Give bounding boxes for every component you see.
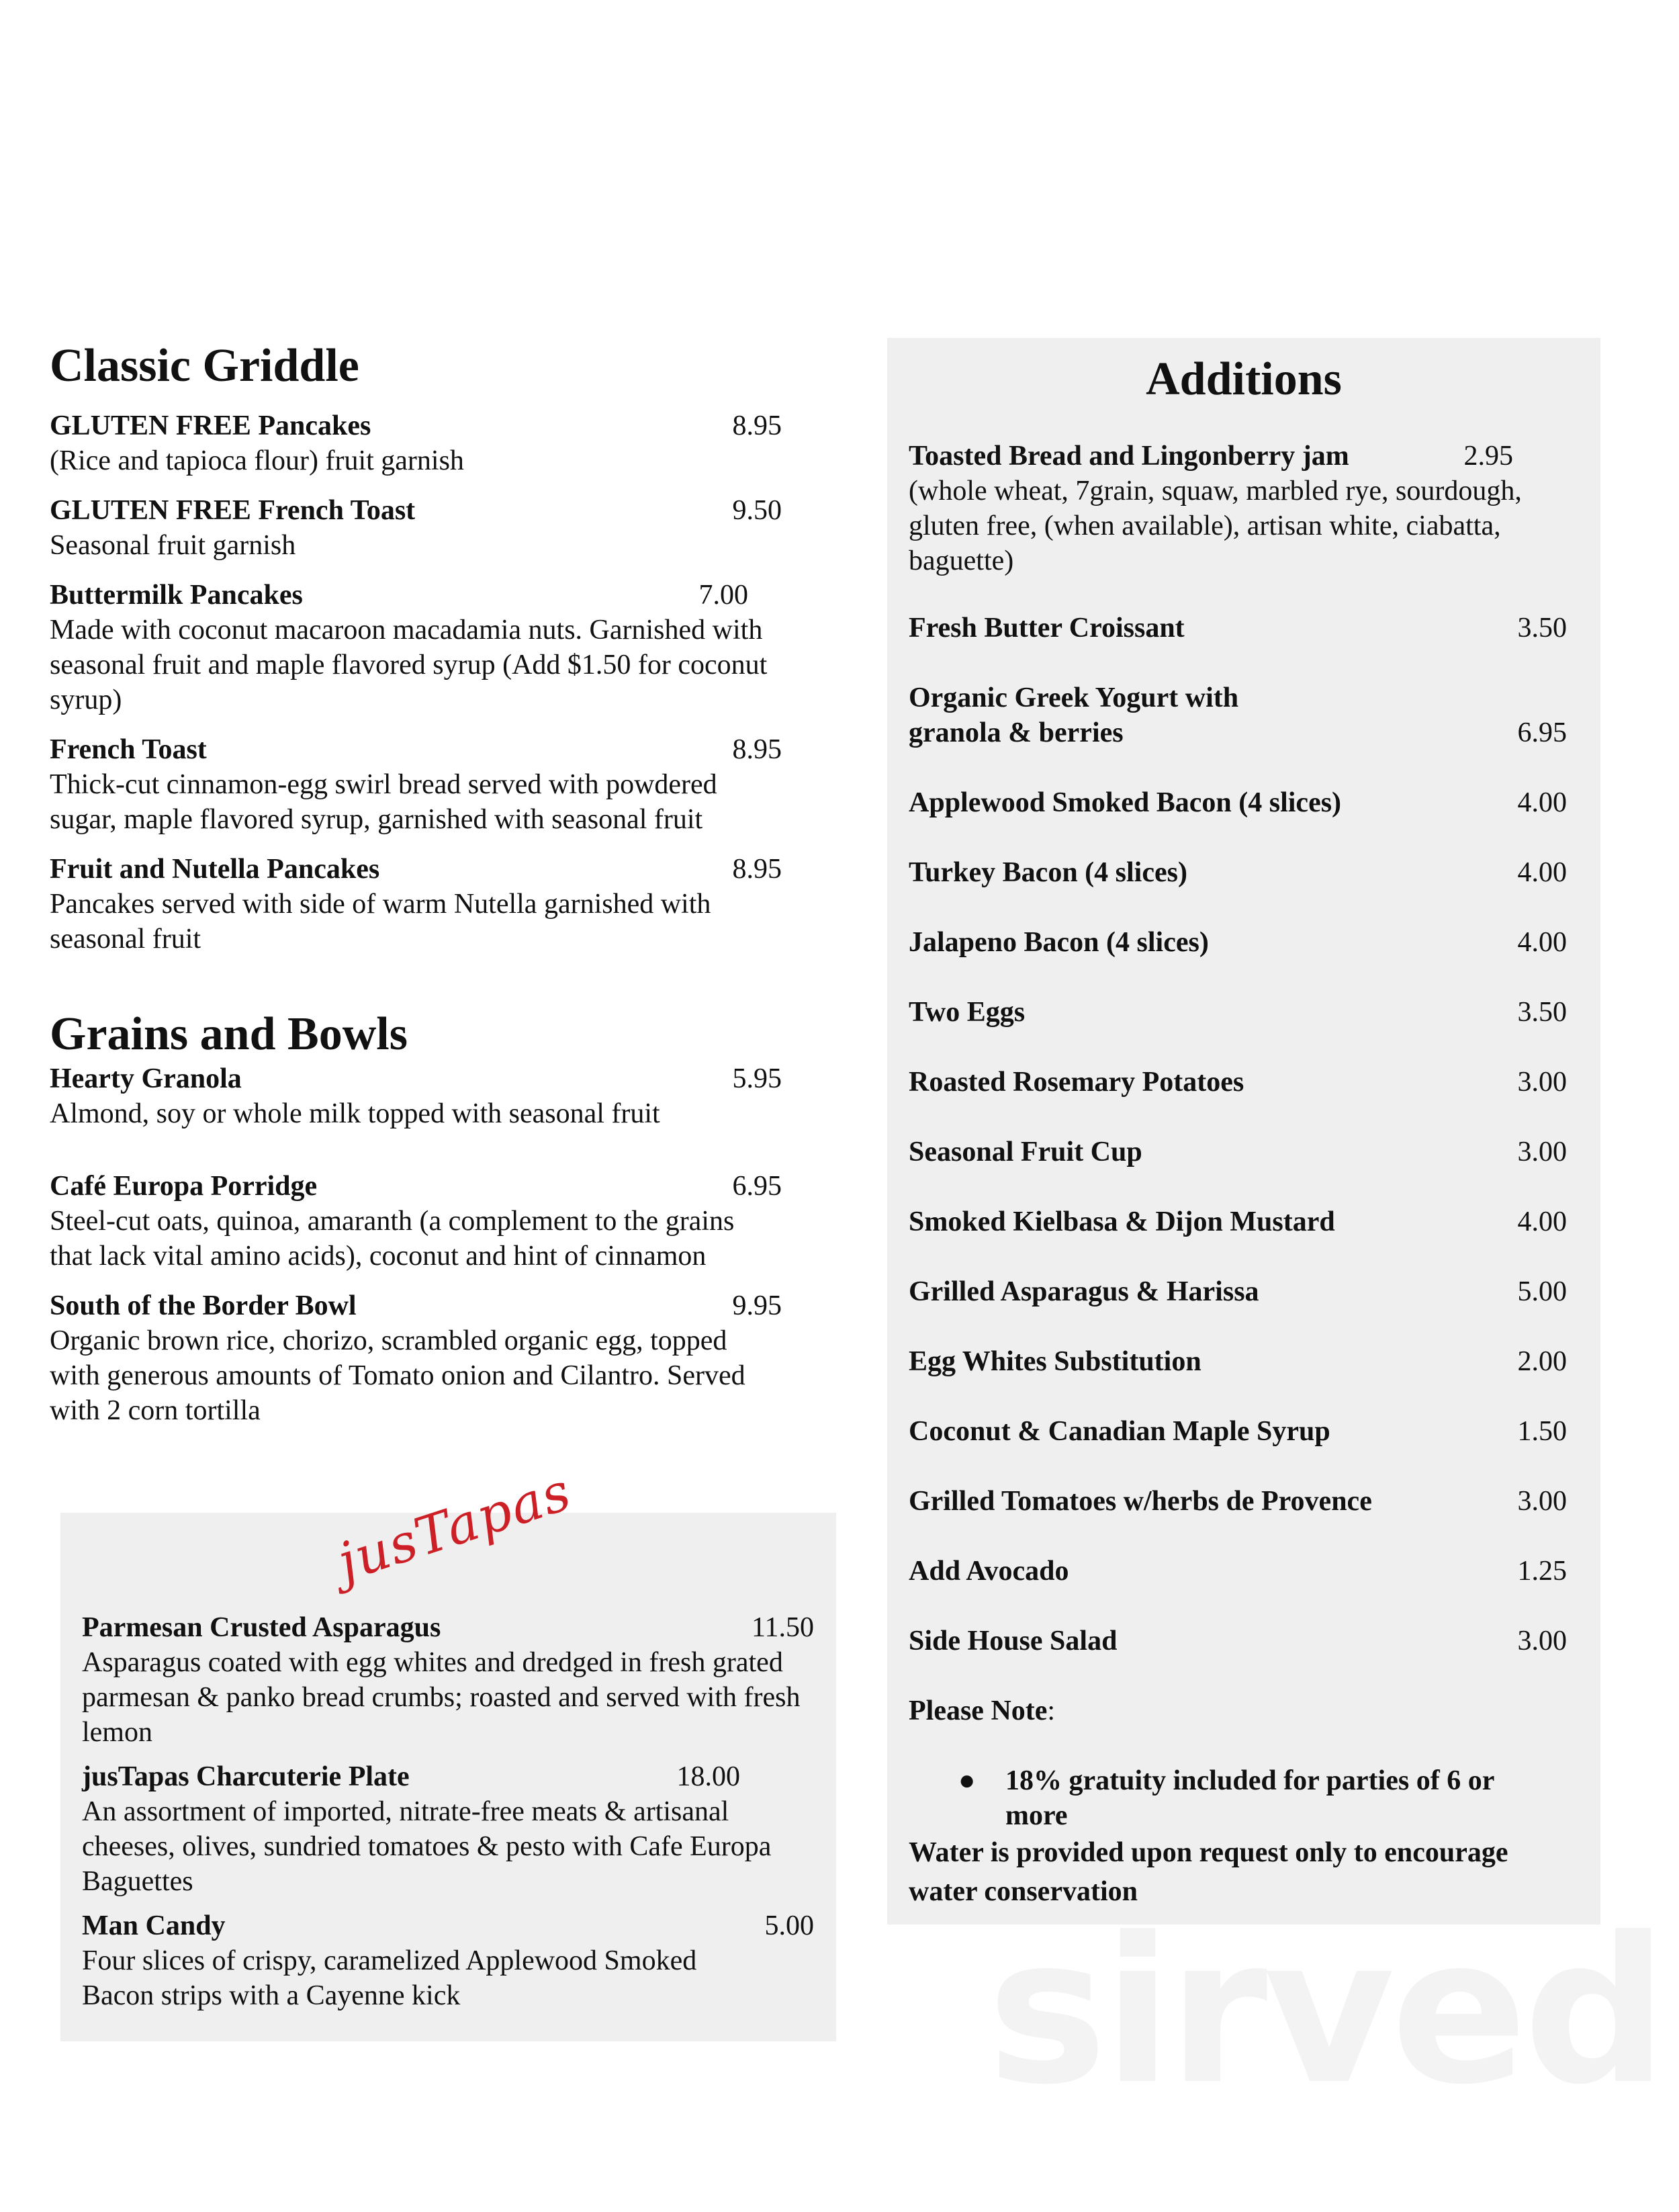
tapas-title: jusTapas xyxy=(330,1461,579,1593)
item-name: South of the Border Bowl xyxy=(50,1290,357,1321)
menu-item xyxy=(50,493,782,563)
addition-item xyxy=(909,1554,1567,1589)
menu-item xyxy=(82,1759,814,1899)
item-price: 8.95 xyxy=(732,734,782,765)
item-name: French Toast xyxy=(50,734,207,765)
item-price: 3.00 xyxy=(1517,1137,1567,1167)
addition-item xyxy=(909,1065,1567,1100)
item-name: GLUTEN FREE Pancakes xyxy=(50,410,371,441)
item-price: 6.95 xyxy=(1517,717,1567,748)
water-note: Water is provided upon request only to encourage water conservation xyxy=(909,1837,1508,1907)
addition-item xyxy=(909,611,1567,646)
addition-item xyxy=(909,925,1567,960)
item-name: Side House Salad xyxy=(909,1626,1118,1656)
classic-griddle-title: Classic Griddle xyxy=(50,340,359,392)
additions-title: Additions xyxy=(1146,353,1342,405)
addition-item xyxy=(909,995,1567,1030)
bullet-icon: ● xyxy=(958,1765,976,1796)
left-column xyxy=(50,339,782,1443)
menu-item xyxy=(50,732,782,837)
item-price: 5.95 xyxy=(732,1063,782,1094)
addition-item xyxy=(909,1624,1567,1658)
item-price: 7.00 xyxy=(698,579,748,611)
item-name: Jalapeno Bacon (4 slices) xyxy=(909,927,1209,958)
item-name: Seasonal Fruit Cup xyxy=(909,1137,1142,1167)
addition-item xyxy=(909,1484,1567,1519)
addition-item xyxy=(909,1274,1567,1309)
tapas-list xyxy=(82,1610,814,2023)
item-price: 2.00 xyxy=(1517,1346,1567,1377)
item-price: 2.95 xyxy=(1463,441,1513,472)
menu-item xyxy=(50,852,782,957)
addition-item xyxy=(909,439,1567,578)
item-price: 5.00 xyxy=(764,1910,814,1941)
item-name: Buttermilk Pancakes xyxy=(50,579,303,611)
item-desc: (whole wheat, 7grain, squaw, marbled rye, sourdough, gluten free, (when available), artisan white, ciabatta, baguette) xyxy=(909,476,1522,576)
menu-item xyxy=(50,1061,782,1131)
item-desc: An assortment of imported, nitrate-free meats & artisanal cheeses, olives, sundried tomatoes & pesto with Cafe Europa Baguettes xyxy=(82,1796,772,1897)
menu-item xyxy=(50,1169,782,1274)
item-price: 9.50 xyxy=(732,494,782,526)
item-name: Egg Whites Substitution xyxy=(909,1346,1201,1377)
item-price: 1.25 xyxy=(1517,1556,1567,1587)
item-name: GLUTEN FREE French Toast xyxy=(50,494,416,526)
item-name: Grilled Asparagus & Harissa xyxy=(909,1276,1259,1307)
item-name: Toasted Bread and Lingonberry jam xyxy=(909,441,1349,472)
item-desc: Organic brown rice, chorizo, scrambled organic egg, topped with generous amounts of Tomato onion and Cilantro. Served with 2 corn tortilla xyxy=(50,1325,745,1426)
item-name: Coconut & Canadian Maple Syrup xyxy=(909,1416,1330,1447)
item-name: Smoked Kielbasa & Dijon Mustard xyxy=(909,1206,1335,1237)
menu-item xyxy=(82,1610,814,1750)
item-desc: Steel-cut oats, quinoa, amaranth (a complement to the grains that lack vital amino acids), coconut and hint of cinnamon xyxy=(50,1206,735,1272)
tapas-box xyxy=(60,1461,836,2041)
item-desc: Made with coconut macaroon macadamia nuts. Garnished with seasonal fruit and maple flavored syrup (Add $1.50 for coconut syrup) xyxy=(50,614,768,715)
item-name: Fruit and Nutella Pancakes xyxy=(50,853,380,885)
note-label: Please Note: xyxy=(909,1695,1056,1726)
item-price: 8.95 xyxy=(732,410,782,441)
item-name: Applewood Smoked Bacon (4 slices) xyxy=(909,787,1342,818)
item-price: 4.00 xyxy=(1517,927,1567,958)
item-name: Fresh Butter Croissant xyxy=(909,613,1185,644)
item-desc: Almond, soy or whole milk topped with seasonal fruit xyxy=(50,1098,660,1129)
item-name: Roasted Rosemary Potatoes xyxy=(909,1067,1244,1098)
watermark: sirved xyxy=(987,1894,1664,2129)
item-name: jusTapas Charcuterie Plate xyxy=(82,1761,410,1792)
additions-box xyxy=(887,338,1600,1925)
item-name-line2: granola & berries xyxy=(909,717,1124,748)
addition-item xyxy=(909,1344,1567,1379)
menu-item xyxy=(82,1908,814,2013)
additions-list xyxy=(909,439,1567,1911)
item-price: 3.50 xyxy=(1517,613,1567,644)
item-price: 1.50 xyxy=(1517,1416,1567,1447)
item-price: 9.95 xyxy=(732,1290,782,1321)
item-name: Man Candy xyxy=(82,1910,226,1941)
item-price: 4.00 xyxy=(1517,787,1567,818)
item-price: 8.95 xyxy=(732,853,782,885)
item-name: Two Eggs xyxy=(909,997,1026,1028)
item-name: Organic Greek Yogurt with xyxy=(909,682,1239,713)
item-price: 3.00 xyxy=(1517,1067,1567,1098)
item-price: 3.00 xyxy=(1517,1486,1567,1517)
grains-bowls-title: Grains and Bowls xyxy=(50,1008,408,1060)
addition-item xyxy=(909,855,1567,890)
gratuity-note: ● 18% gratuity included for parties of 6 or more xyxy=(909,1763,1567,1833)
item-name: Hearty Granola xyxy=(50,1063,242,1094)
addition-item xyxy=(909,680,1567,750)
item-price: 6.95 xyxy=(732,1171,782,1202)
item-desc: Asparagus coated with egg whites and dredged in fresh grated parmesan & panko bread crumbs; roasted and served with fresh lemon xyxy=(82,1647,801,1748)
menu-item xyxy=(50,408,782,478)
addition-item xyxy=(909,1414,1567,1449)
item-price: 4.00 xyxy=(1517,857,1567,888)
item-price: 4.00 xyxy=(1517,1206,1567,1237)
item-desc: Seasonal fruit garnish xyxy=(50,529,296,561)
item-price: 18.00 xyxy=(676,1761,740,1792)
item-price: 3.50 xyxy=(1517,997,1567,1028)
item-name: Parmesan Crusted Asparagus xyxy=(82,1612,441,1643)
addition-item xyxy=(909,1135,1567,1169)
item-price: 3.00 xyxy=(1517,1626,1567,1656)
addition-item xyxy=(909,785,1567,820)
item-desc: (Rice and tapioca flour) fruit garnish xyxy=(50,445,464,476)
item-name: Turkey Bacon (4 slices) xyxy=(909,857,1187,888)
item-price: 5.00 xyxy=(1517,1276,1567,1307)
item-name: Grilled Tomatoes w/herbs de Provence xyxy=(909,1486,1372,1517)
item-name: Café Europa Porridge xyxy=(50,1171,318,1202)
item-price: 11.50 xyxy=(752,1612,814,1643)
menu-item xyxy=(50,1288,782,1428)
item-name: Add Avocado xyxy=(909,1556,1069,1587)
item-desc: Thick-cut cinnamon-egg swirl bread served with powdered sugar, maple flavored syrup, garnished with seasonal fruit xyxy=(50,768,717,835)
item-desc: Four slices of crispy, caramelized Applewood Smoked Bacon strips with a Cayenne kick xyxy=(82,1945,697,2011)
menu-item xyxy=(50,578,782,717)
item-desc: Pancakes served with side of warm Nutella garnished with seasonal fruit xyxy=(50,888,711,955)
addition-item xyxy=(909,1204,1567,1239)
